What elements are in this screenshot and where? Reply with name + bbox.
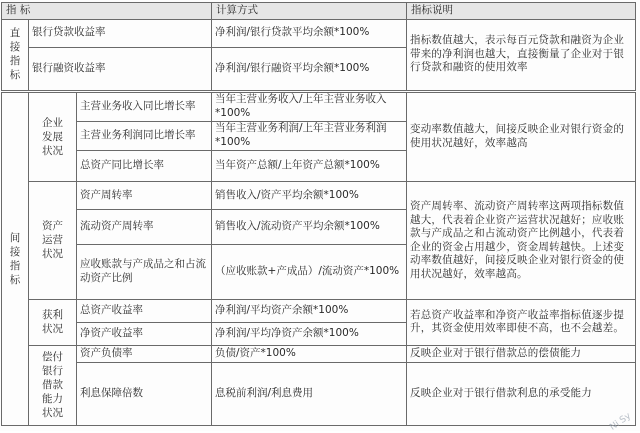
profit-explain: 若总资产收益率和净资产收益率指标值逐步提升，其资金使用效率即使不高，也不会越差。 <box>407 299 636 345</box>
repay-row-2-formula: 息税前利润/利息费用 <box>212 363 407 426</box>
repay-row-1-explain: 反映企业对于银行借款总的偿债能力 <box>407 345 636 363</box>
op-label-cell <box>29 182 77 300</box>
op-row-1-formula: 销售收入/资产平均余额*100% <box>212 182 407 210</box>
header-formula: 计算方式 <box>212 3 407 20</box>
dev-row-1-formula: 当年主营业务收入/上年主营业务收入*100% <box>212 91 407 121</box>
dev-row-2-formula: 当年主营业务利润/上年主营业务利润*100% <box>212 121 407 150</box>
group-direct <box>2 19 29 91</box>
group-indirect-label: 间接指标 <box>9 231 21 286</box>
profit-label: 获利状况 <box>42 309 63 336</box>
dev-explain: 变动率数值越大，间接反映企业对银行资金的使用状况越好，效率越高 <box>407 91 636 182</box>
repay-row-2-name: 利息保障倍数 <box>77 363 212 426</box>
table-row <box>2 91 636 121</box>
op-row-2-name: 流动资产周转率 <box>77 210 212 244</box>
direct-row-2-name: 银行融资收益率 <box>29 47 212 91</box>
direct-row-2-formula: 净利润/银行融资平均余额*100% <box>212 47 407 91</box>
repay-row-2-explain: 反映企业对于银行借款利息的承受能力 <box>407 363 636 426</box>
direct-row-1-formula: 净利润/银行贷款平均余额*100% <box>212 19 407 47</box>
table-row <box>2 19 636 47</box>
dev-row-3-formula: 当年资产总额/上年资产总额*100% <box>212 150 407 181</box>
dev-label: 企业发展状况 <box>42 116 63 157</box>
op-explain: 资产周转率、流动资产周转率这两项指标数值越大，代表着企业资产运营状况越好；应收账款与产成品之和占流动资产比例越小，代表着企业的资金占用越少，资金周转越快。上述变动率数值越好，间接反映企业对银行资金的使用状况越好，效率越高。 <box>407 182 636 300</box>
table-row <box>2 182 636 210</box>
dev-row-3-name: 总资产同比增长率 <box>77 150 212 181</box>
header-indicator: 指 标 <box>2 3 212 20</box>
op-row-3-name: 应收账款与产成品之和占流动资产比例 <box>77 244 212 299</box>
group-indirect <box>2 91 29 425</box>
table-row <box>2 363 636 426</box>
profit-row-1-name: 总资产收益率 <box>77 299 212 322</box>
group-direct-label: 直接指标 <box>9 27 21 82</box>
table-header-row <box>2 3 636 20</box>
direct-row-1-name: 银行贷款收益率 <box>29 19 212 47</box>
dev-label-cell <box>29 91 77 182</box>
profit-row-2-name: 净资产收益率 <box>77 322 212 345</box>
header-explain: 指标说明 <box>407 3 636 20</box>
table-row <box>2 345 636 363</box>
op-label: 资产运营状况 <box>42 220 63 261</box>
profit-row-2-formula: 净利润/平均净资产余额*100% <box>212 322 407 345</box>
watermark-text: Ni Sy <box>608 411 633 433</box>
dev-row-1-name: 主营业务收入同比增长率 <box>77 91 212 121</box>
dev-row-2-name: 主营业务利润同比增长率 <box>77 121 212 150</box>
direct-explain: 指标数值越大，表示每百元贷款和融资为企业带来的净利润也越大，直接衡量了企业对于银行贷款和融资的使用效率 <box>407 19 636 91</box>
op-row-1-name: 资产周转率 <box>77 182 212 210</box>
table-row <box>2 299 636 322</box>
repay-row-1-formula: 负债/资产*100% <box>212 345 407 363</box>
repay-label: 偿付银行借款能力状况 <box>42 351 63 420</box>
repay-row-1-name: 资产负债率 <box>77 345 212 363</box>
repay-label-cell <box>29 345 77 425</box>
profit-row-1-formula: 净利润/平均资产余额*100% <box>212 299 407 322</box>
op-row-2-formula: 销售收入/流动资产平均余额*100% <box>212 210 407 244</box>
indicator-table <box>1 2 636 426</box>
op-row-3-formula: （应收账款+产成品）/流动资产*100% <box>212 244 407 299</box>
profit-label-cell <box>29 299 77 345</box>
